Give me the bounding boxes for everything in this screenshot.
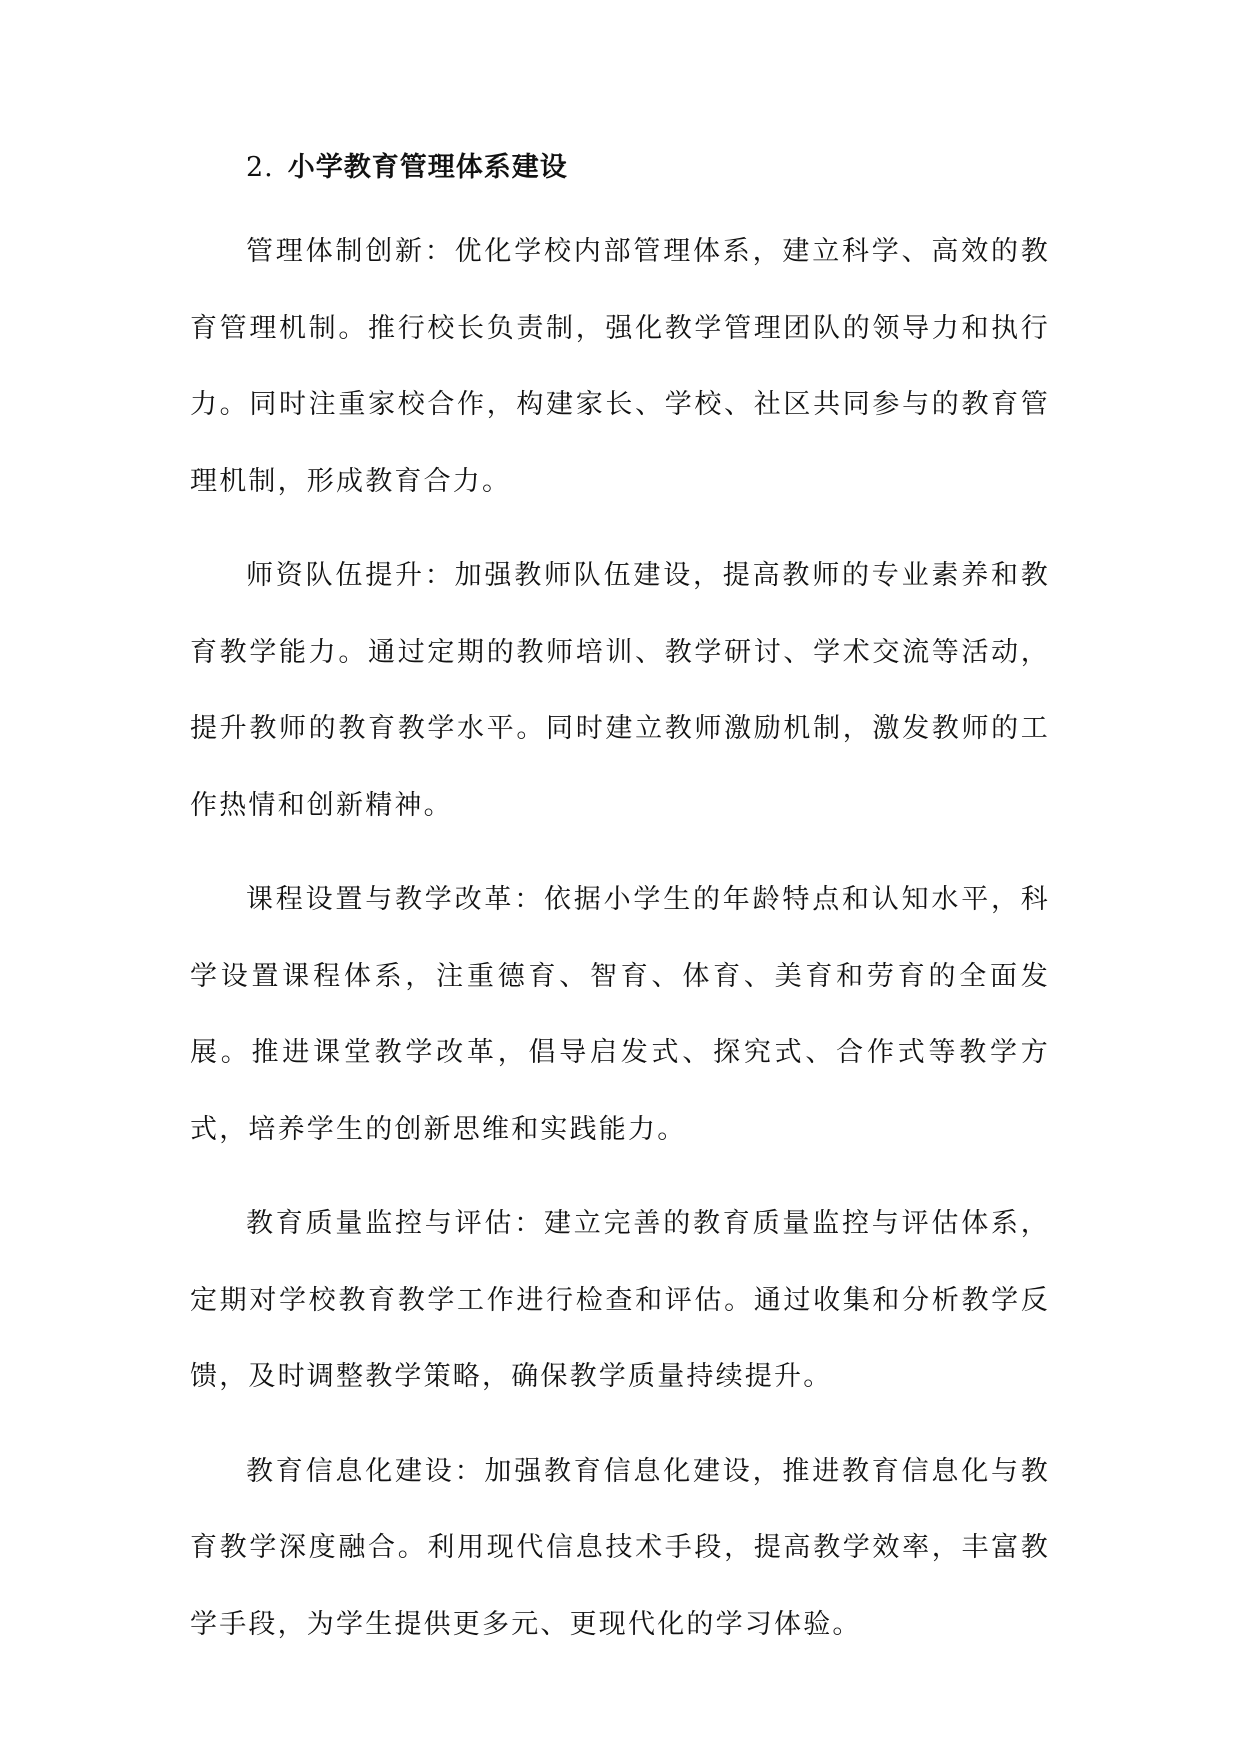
paragraph-quality-monitoring: 教育质量监控与评估：建立完善的教育质量监控与评估体系，定期对学校教育教学工作进行检查和评估。通过收集和分析教学反馈，及时调整教学策略，确保教学质量持续提升。 xyxy=(190,1208,1050,1392)
section-title: 小学教育管理体系建设 xyxy=(287,152,568,183)
paragraph-teacher-team: 师资队伍提升：加强教师队伍建设，提高教师的专业素养和教育教学能力。通过定期的教师培训、教学研讨、学术交流等活动，提升教师的教育教学水平。同时建立教师激励机制，激发教师的工作热情和创新精神。 xyxy=(190,560,1050,821)
paragraph-informatization: 教育信息化建设：加强教育信息化建设，推进教育信息化与教育教学深度融合。利用现代信息技术手段，提高教学效率，丰富教学手段，为学生提供更多元、更现代化的学习体验。 xyxy=(190,1455,1050,1640)
document-body xyxy=(190,140,1050,1663)
paragraph-curriculum-reform: 课程设置与教学改革：依据小学生的年龄特点和认知水平，科学设置课程体系，注重德育、智育、体育、美育和劳育的全面发展。推进课堂教学改革，倡导启发式、探究式、合作式等教学方式，培养学生的创新思维和实践能力。 xyxy=(190,884,1050,1145)
section-heading xyxy=(246,140,1050,196)
paragraph-management-system: 管理体制创新：优化学校内部管理体系，建立科学、高效的教育管理机制。推行校长负责制，强化教学管理团队的领导力和执行力。同时注重家校合作，构建家长、学校、社区共同参与的教育管理机制，形成教育合力。 xyxy=(190,236,1050,497)
section-number: 2. xyxy=(246,152,274,183)
